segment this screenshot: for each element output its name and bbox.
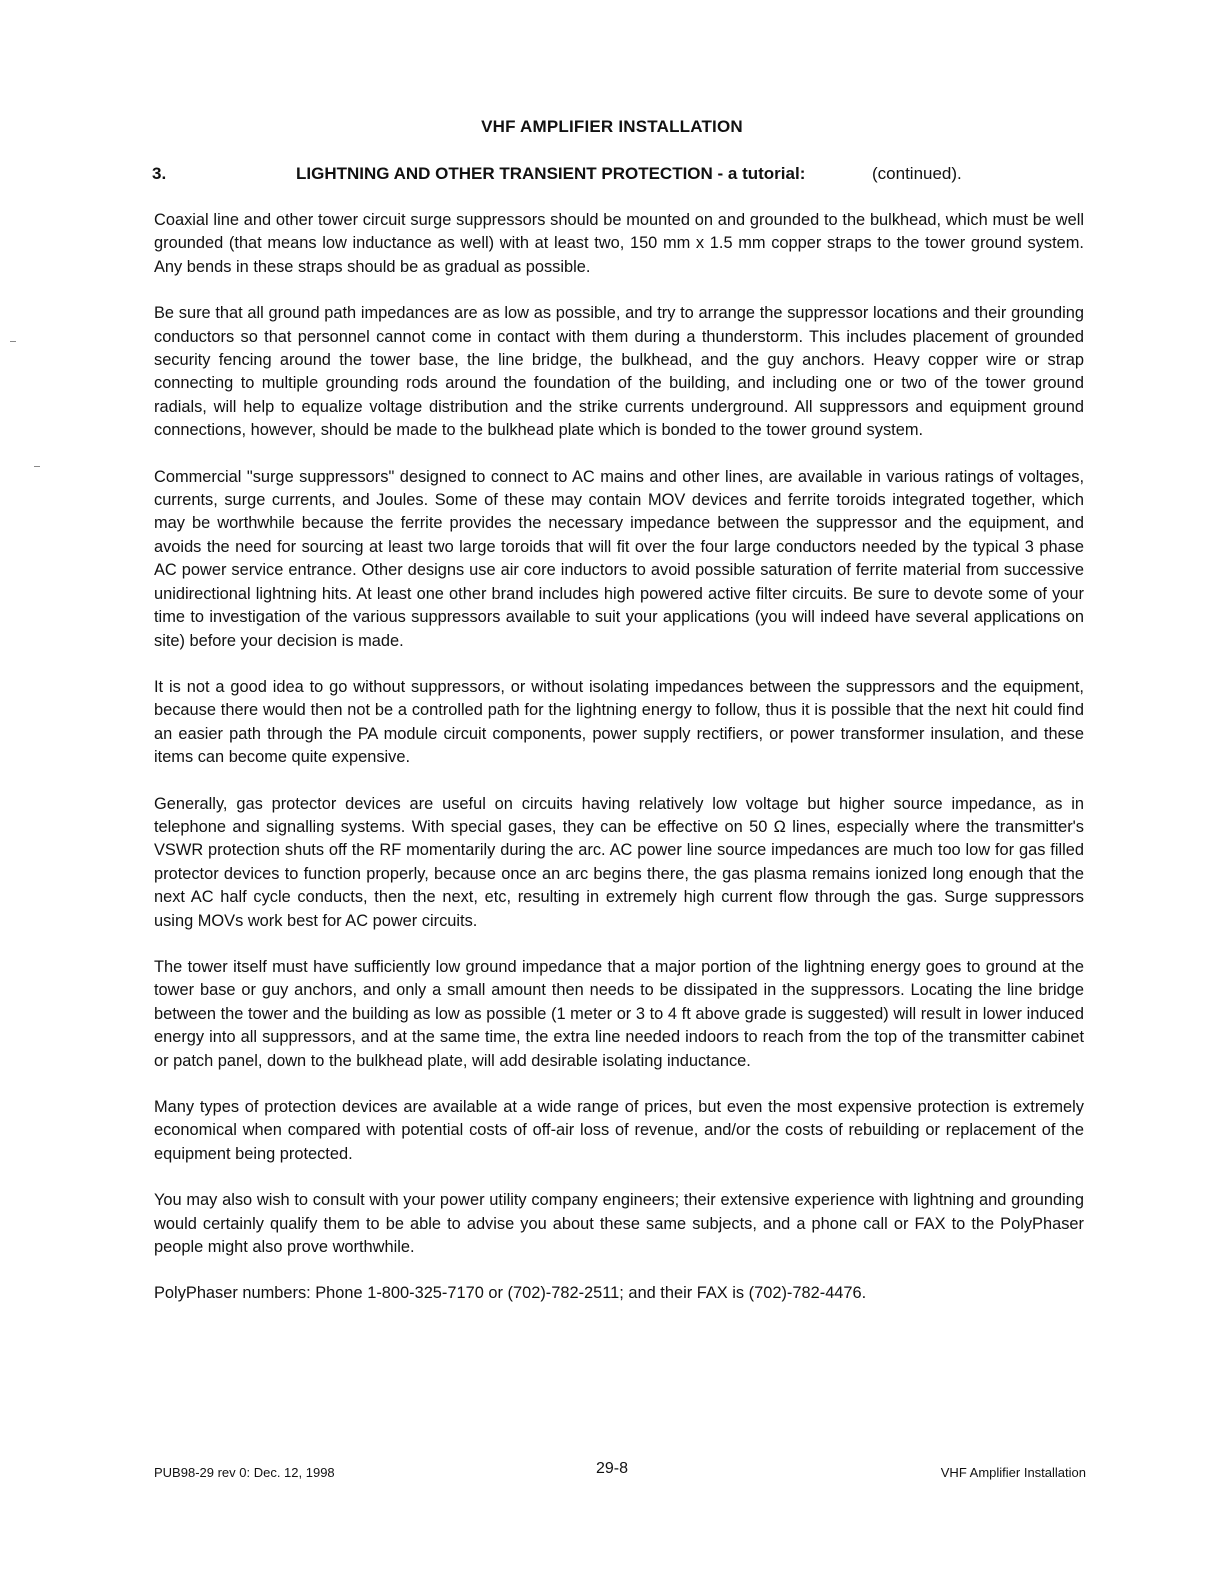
paragraph-8: You may also wish to consult with your power utility company engineers; their extensive experience with lightning and grounding would certainly qualify them to be able to advise you about these same subjects, and a phone call or FAX to the PolyPhaser people might also prove worthwhile. [154,1191,1084,1257]
paragraph-1: Coaxial line and other tower circuit surge suppressors should be mounted on and grounded to the bulkhead, which must be well grounded (that means low inductance as well) with at least two, 150 mm x 1.5 mm copper straps to the tower ground system. Any bends in these straps should be as gradual as possible. [154,211,1084,276]
section-title: LIGHTNING AND OTHER TRANSIENT PROTECTION - a tutorial: [296,164,806,183]
page-title: VHF AMPLIFIER INSTALLATION [481,117,743,136]
footer-document-title: VHF Amplifier Installation [940,1465,1086,1480]
paragraph-6: The tower itself must have sufficiently low ground impedance that a major portion of the lightning energy goes to ground at the tower base or guy anchors, and only a small amount then needs to be dissipated in the suppressors. Locating the line bridge between the tower and the building as low as possible (1 meter or 3 to 4 ft above grade is suggested) will result in lower induced energy into all suppressors, and at the same time, the extra line needed indoors to reach from the top of the transmitter cabinet or patch panel, down to the bulkhead plate, will add desirable isolating inductance. [154,957,1084,1070]
footer-page-number: 29-8 [595,1460,629,1477]
section-heading [152,164,962,184]
paragraph-9: PolyPhaser numbers: Phone 1-800-325-7170 or (702)-782-2511; and their FAX is (702)-782-4476. [154,1284,867,1303]
paragraph-3: Commercial "surge suppressors" designed to connect to AC mains and other lines, are available in various ratings of voltages, currents, surge currents, and Joules. Some of these may contain MOV devices and ferrite toroids integrated together, which may be worthwhile because the ferrite provides the necessary impedance between the suppressor and the equipment, and avoids the need for sourcing at least two large toroids that will fit over the four large conductors needed by the typical 3 phase AC power service entrance. Other designs use air core inductors to avoid possible saturation of ferrite material from successive unidirectional lightning hits. At least one other brand includes high powered active filter circuits. Be sure to devote some of your time to investigation of the various suppressors available to suit your applications (you will indeed have several applications on site) before your decision is made. [154,467,1084,650]
margin-mark-1 [10,341,16,342]
margin-mark-2 [34,466,40,467]
paragraph-5: Generally, gas protector devices are useful on circuits having relatively low voltage but higher source impedance, as in telephone and signalling systems. With special gases, they can be effective on 50 Ω lines, especially where the transmitter's VSWR protection shuts off the RF momentarily during the arc. AC power line source impedances are much too low for gas filled protector devices to function properly, because once an arc begins there, the gas plasma remains ionized long enough that the next AC half cycle conducts, then the next, etc, resulting in extremely high current flow through the gas. Surge suppressors using MOVs work best for AC power circuits. [154,794,1084,930]
body-text [154,209,1084,1306]
paragraph-7: Many types of protection devices are available at a wide range of prices, but even the most expensive protection is extremely economical when compared with potential costs of off-air loss of revenue, and/or the costs of rebuilding or replacement of the equipment being protected. [154,1098,1084,1163]
paragraph-2: Be sure that all ground path impedances are as low as possible, and try to arrange the suppressor locations and their grounding conductors so that personnel cannot come in contact with them during a thunderstorm. This includes placement of grounded security fencing around the tower base, the line bridge, the bulkhead, and the guy anchors. Heavy copper wire or strap connecting to multiple grounding rods around the foundation of the building, and including one or two of the tower ground radials, will help to equalize voltage distribution and the strike currents underground. All suppressors and equipment ground connections, however, should be made to the bulkhead plate which is bonded to the tower ground system. [154,304,1084,440]
section-note: (continued). [872,164,962,183]
footer-publication: PUB98-29 rev 0: Dec. 12, 1998 [154,1465,335,1480]
paragraph-4: It is not a good idea to go without suppressors, or without isolating impedances between the suppressors and the equipment, because there would then not be a controlled path for the lightning energy to follow, thus it is possible that the next hit could find an easier path through the PA module circuit components, power supply rectifiers, or power transformer insulation, and these items can become quite expensive. [154,677,1084,767]
section-number: 3. [152,164,167,183]
